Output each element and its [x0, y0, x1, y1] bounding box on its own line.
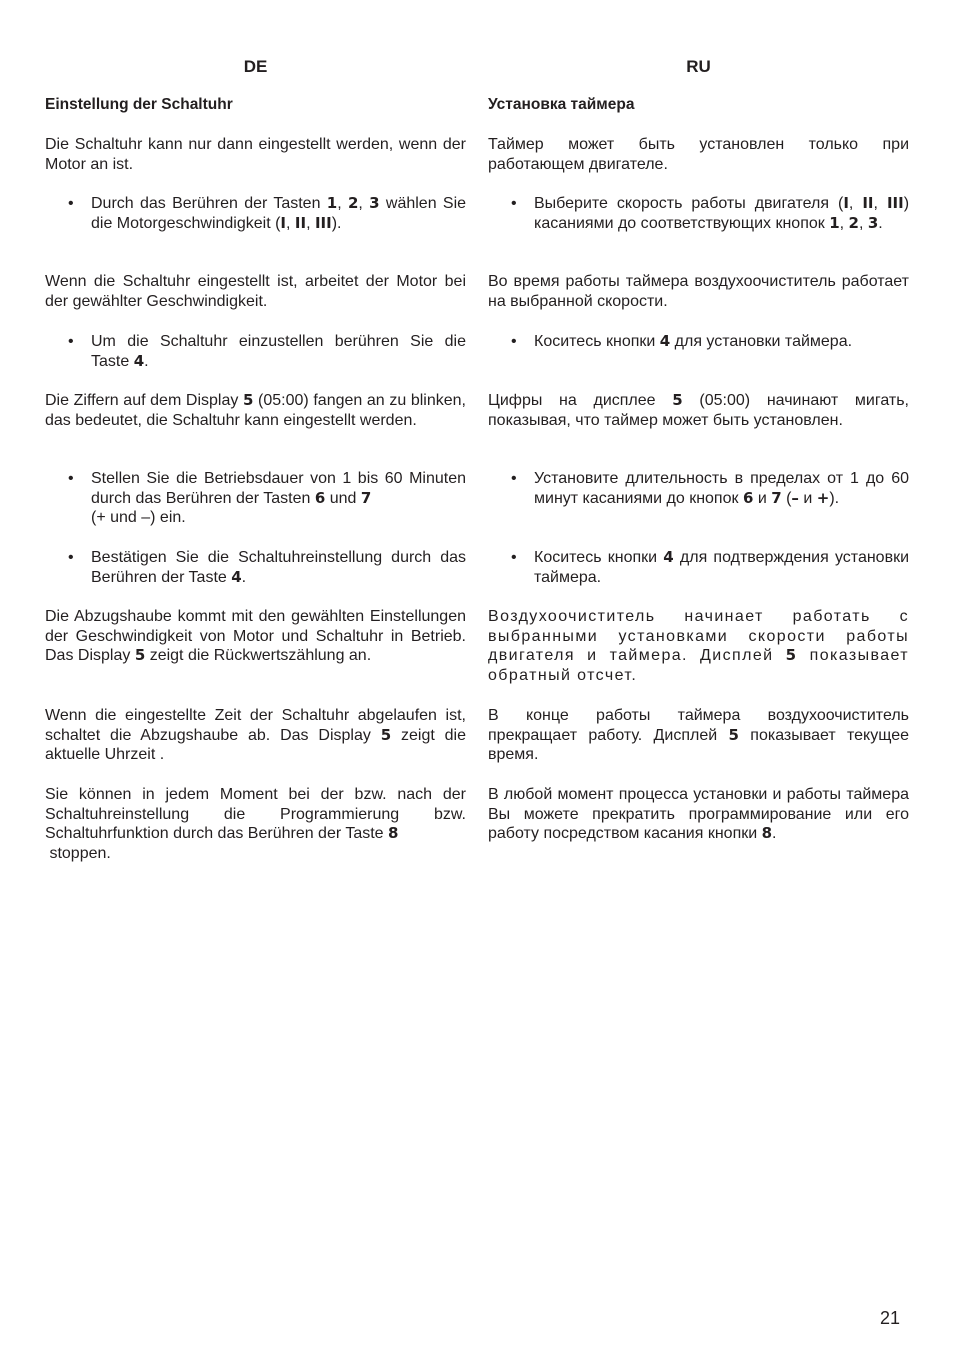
paragraph-de-4: Die Abzugshaube kommt mit den gewählten Einstellungen der Geschwindigkeit von Motor und Schaltuhr in Betrieb. Das Display 5 zeigt die Rückwertszählung an.: [45, 608, 466, 665]
bullet-de-duration: • Stellen Sie die Betriebsdauer von 1 bis 60 Minuten durch das Berühren der Tasten 6 und 7 (+ und –) ein.: [68, 470, 466, 527]
key-5: 5: [785, 646, 798, 665]
key-3: 3: [369, 194, 380, 212]
section-title-ru: Установка таймера: [488, 96, 635, 113]
section-title-de: Einstellung der Schaltuhr: [45, 96, 233, 113]
key-8: 8: [388, 824, 399, 843]
bullet-ru-timer: • Коситесь кнопки 4 для установки таймера.: [511, 332, 853, 350]
key-4: 4: [659, 332, 671, 350]
paragraph-de-1: Die Schaltuhr kann nur dann eingestellt werden, wenn der Motor an ist.: [45, 136, 466, 173]
key-5: 5: [134, 646, 146, 665]
bullet-dot: •: [511, 195, 517, 212]
key-6: 6: [314, 488, 326, 507]
key-5: 5: [242, 391, 254, 409]
key-4: 4: [133, 351, 145, 370]
key-8: 8: [761, 824, 773, 843]
key-4: 4: [663, 548, 674, 566]
language-label-ru: RU: [686, 57, 711, 76]
bullet-dot: •: [68, 470, 74, 487]
minus-key: –: [791, 488, 799, 507]
speed-III: III: [314, 213, 332, 232]
key-4: 4: [231, 567, 242, 586]
bullet-de-speed: • Durch das Berühren der Tasten 1, 2, 3 wählen Sie die Motorgeschwindigkeit (I, II, III).: [68, 194, 467, 232]
key-1: 1: [829, 213, 840, 232]
bullet-dot: •: [511, 470, 517, 487]
key-7: 7: [771, 488, 782, 507]
key-2: 2: [347, 194, 359, 212]
speed-I: I: [280, 213, 287, 232]
key-7: 7: [360, 488, 372, 507]
bullet-ru-confirm: • Коситесь кнопки 4 для подтверждения установки таймера.: [511, 548, 910, 586]
bullet-de-confirm: • Bestätigen Sie die Schaltuhreinstellung durch das Berühren der Taste 4.: [68, 549, 466, 586]
speed-III: III: [886, 194, 904, 212]
bullet-ru-duration: • Установите длительность в пределах от 1 до 60 минут касаниями до кнопок 6 и 7 (– и +).: [511, 470, 909, 507]
paragraph-ru-1: Таймер может быть установлен только при работающем двигателе.: [488, 136, 909, 173]
bullet-dot: •: [511, 549, 517, 566]
paragraph-de-6: Sie können in jedem Moment bei der bzw. nach der Schaltuhreinstellung die Programmierung bzw. Schaltuhrfunktion durch das Berühren der Taste 8 stoppen.: [45, 786, 466, 862]
paragraph-de-3: Die Ziffern auf dem Display 5 (05:00) fangen an zu blinken, das bedeutet, die Schaltuhr kann eingestellt werden.: [45, 391, 466, 429]
key-5: 5: [380, 725, 392, 744]
page-number: 21: [880, 1308, 901, 1328]
key-5: 5: [728, 725, 739, 744]
bullet-dot: •: [511, 333, 517, 350]
bullet-dot: •: [68, 549, 74, 566]
key-3: 3: [867, 213, 879, 232]
language-label-de: DE: [243, 57, 268, 76]
paragraph-de-5: Wenn die eingestellte Zeit der Schaltuhr abgelaufen ist, schaltet die Abzugshaube ab. Das Display 5 zeigt die aktuelle Uhrzeit .: [45, 707, 466, 764]
paragraph-ru-6: В любой момент процесса установки и работы таймера Вы можете прекратить программирование или его работу посредством касания кнопки 8.: [488, 786, 909, 843]
paragraph-de-2: Wenn die Schaltuhr eingestellt ist, arbeitet der Motor bei der gewählter Geschwindigkeit.: [45, 273, 466, 310]
paragraph-ru-5: В конце работы таймера воздухоочиститель прекращает работу. Дисплей 5 показывает текущее время.: [488, 707, 909, 764]
speed-I: I: [843, 194, 849, 212]
speed-II: II: [294, 213, 307, 232]
plus-key: +: [816, 488, 830, 507]
bullet-ru-speed: • Выберите скорость работы двигателя (I, II, III) касаниями до соответствующих кнопок 1, 2, 3.: [511, 194, 910, 232]
bullet-dot: •: [68, 333, 74, 350]
paragraph-ru-3: Цифры на дисплее 5 (05:00) начинают мигать, показывая, что таймер может быть установлен.: [488, 391, 909, 429]
key-2: 2: [848, 213, 859, 232]
paragraph-ru-4: Воздухоочиститель начинает работать с выбранными установками скорости работы двигателя и таймера. Дисплей 5 показывает обратный отсчет.: [488, 608, 910, 684]
speed-II: II: [862, 194, 874, 212]
key-1: 1: [326, 194, 338, 212]
paragraph-ru-2: Во время работы таймера воздухоочиститель работает на выбранной скорости.: [488, 273, 909, 310]
key-5: 5: [672, 391, 683, 409]
bullet-dot: •: [68, 195, 74, 212]
key-6: 6: [742, 488, 754, 507]
bullet-de-timer: • Um die Schaltuhr einzustellen berühren Sie die Taste 4.: [68, 333, 466, 370]
